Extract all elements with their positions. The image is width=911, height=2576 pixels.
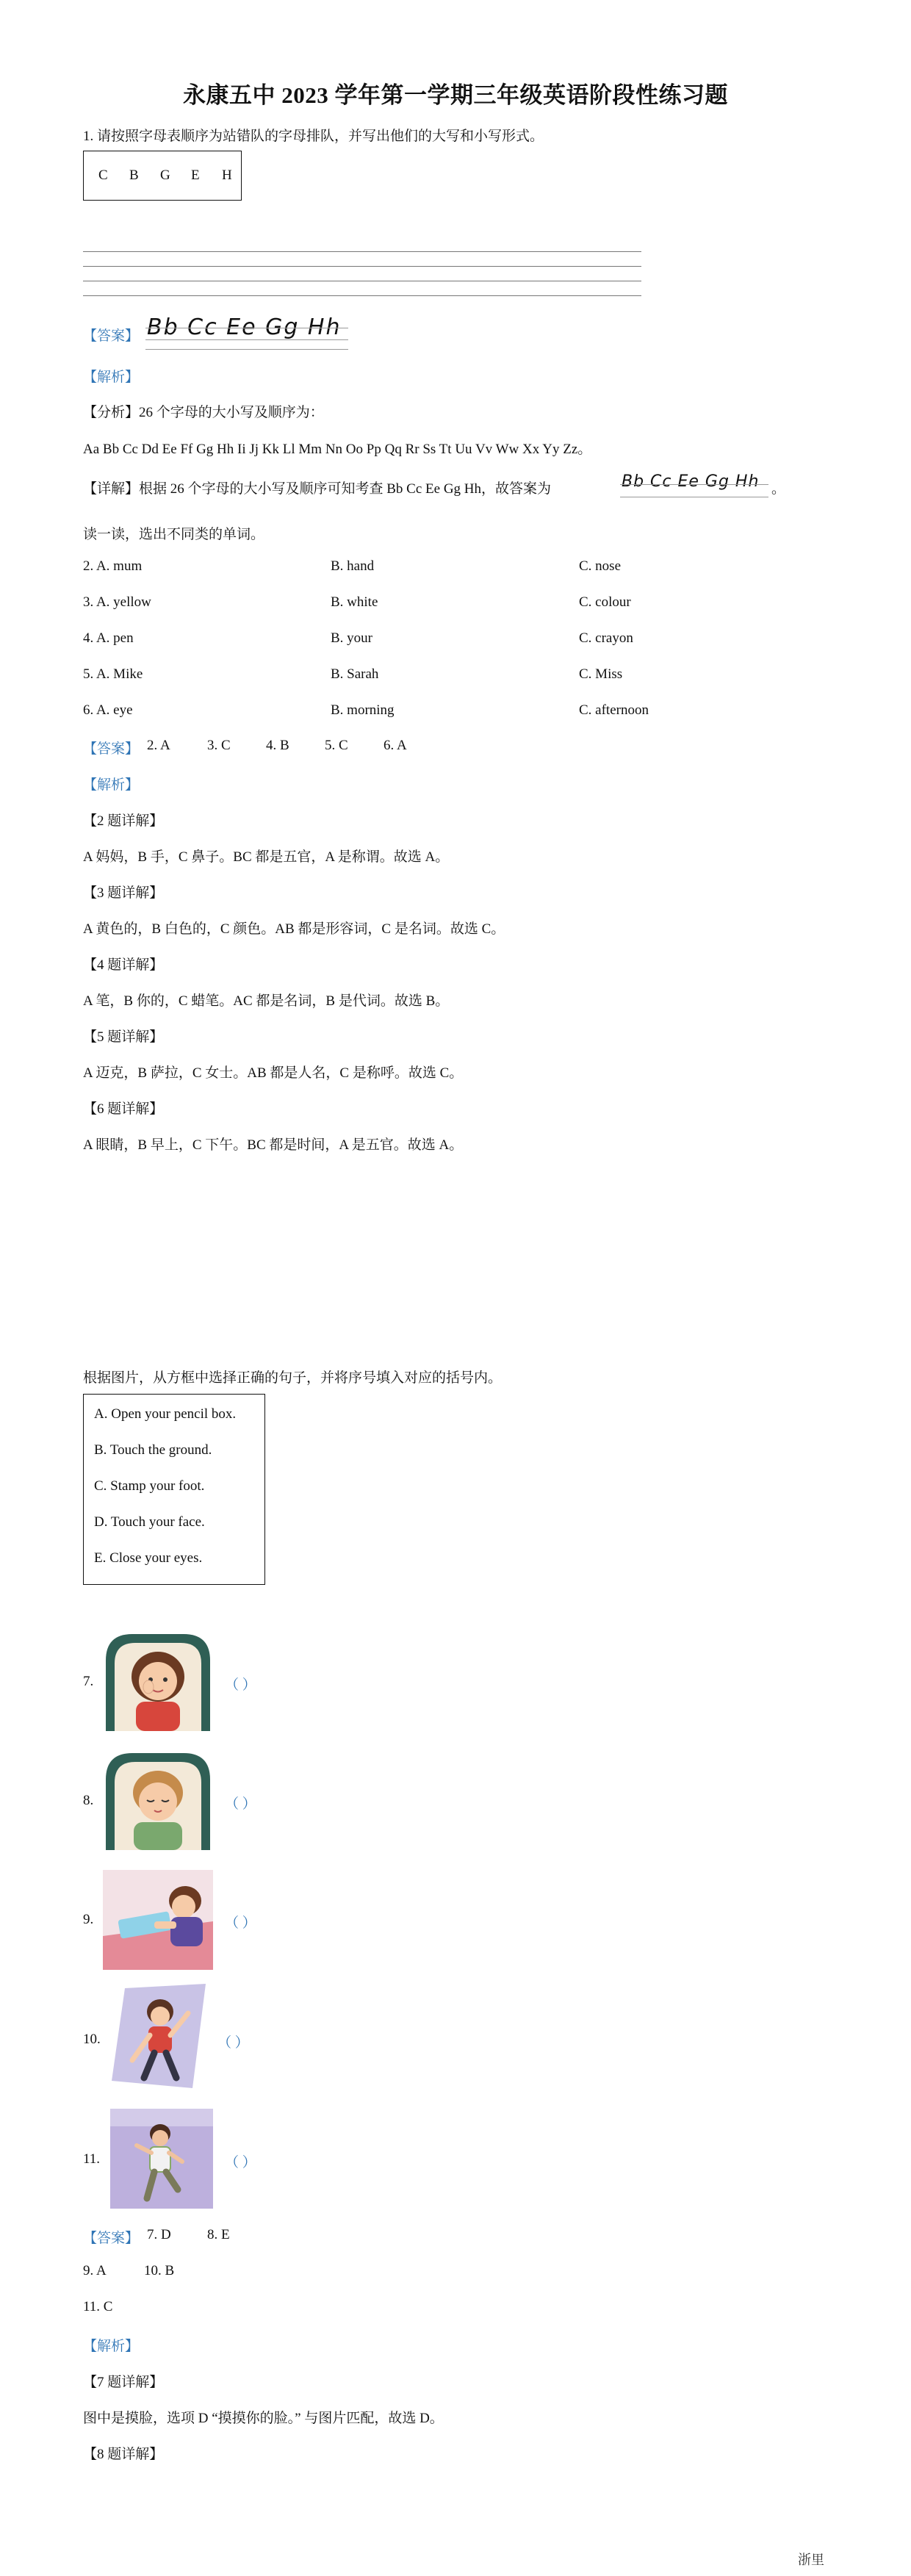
choice-a: 4. A. pen xyxy=(83,630,134,646)
answer-blank[interactable]: （ ） xyxy=(217,2035,249,2051)
answer-item: 11. C xyxy=(83,2299,113,2314)
choice-c: C. crayon xyxy=(579,630,633,646)
detail-text: 【详解】根据 26 个字母的大小写及顺序可知考查 Bb Cc Ee Gg Hh，故答案为 xyxy=(83,481,552,497)
child-opening-pencil-box-picture xyxy=(103,1870,213,1970)
option-d: D. Touch your face. xyxy=(94,1514,205,1530)
detail-heading: 【8 题详解】 xyxy=(83,2447,164,2462)
writing-line xyxy=(83,295,641,296)
detail-heading: 【7 题详解】 xyxy=(83,2375,164,2390)
analysis-tag: 【解析】 xyxy=(83,370,140,385)
options-box xyxy=(83,1394,265,1585)
answer-tag: 【答案】 xyxy=(83,328,140,344)
letter: H xyxy=(222,168,232,183)
page-title: 永康五中 2023 学年第一学期三年级英语阶段性练习题 xyxy=(183,82,728,108)
handwritten-answer-inline: Bb Cc Ee Gg Hh xyxy=(622,472,760,491)
answer-item: 8. E xyxy=(207,2227,230,2242)
choice-b: B. your xyxy=(331,630,372,646)
choice-c: C. afternoon xyxy=(579,702,649,718)
writing-line xyxy=(83,266,641,267)
item-number: 7. xyxy=(83,1674,94,1689)
option-e: E. Close your eyes. xyxy=(94,1550,203,1566)
footer-text: 浙里 xyxy=(798,2552,824,2567)
choice-c: C. colour xyxy=(579,594,631,610)
answer-item: 9. A xyxy=(83,2263,107,2278)
answer-item: 5. C xyxy=(325,738,348,753)
answer-item: 4. B xyxy=(266,738,289,753)
letter: B xyxy=(129,168,139,183)
choice-b: B. Sarah xyxy=(331,666,379,682)
answer-item: 3. C xyxy=(207,738,231,753)
guide-line xyxy=(620,484,768,485)
boy-eyes-closed-picture xyxy=(103,1750,213,1850)
detail-text: A 迈克，B 萨拉，C 女士。AB 都是人名，C 是称呼。故选 C。 xyxy=(83,1065,464,1081)
detail-text: A 笔，B 你的，C 蜡笔。AC 都是名词，B 是代词。故选 B。 xyxy=(83,993,450,1009)
girl-touching-face-picture xyxy=(103,1631,213,1731)
choice-b: B. white xyxy=(331,594,378,610)
choice-a: 5. A. Mike xyxy=(83,666,143,682)
letters-box xyxy=(83,151,242,201)
detail-text: A 妈妈，B 手，C 鼻子。BC 都是五官，A 是称谓。故选 A。 xyxy=(83,849,450,865)
instruction: 根据图片，从方框中选择正确的句子，并将序号填入对应的括号内。 xyxy=(83,1370,503,1386)
item-number: 8. xyxy=(83,1793,94,1808)
detail-heading: 【2 题详解】 xyxy=(83,813,164,829)
analysis-text: 【分析】26 个字母的大小写及顺序为： xyxy=(83,405,324,420)
detail-heading: 【3 题详解】 xyxy=(83,885,164,901)
choice-c: C. nose xyxy=(579,558,621,574)
item-number: 10. xyxy=(83,2032,101,2047)
answer-blank[interactable]: （ ） xyxy=(225,1915,256,1931)
answer-tag: 【答案】 xyxy=(83,2231,140,2246)
letter: G xyxy=(160,168,170,183)
option-b: B. Touch the ground. xyxy=(94,1442,212,1458)
answer-tag: 【答案】 xyxy=(83,741,140,757)
option-c: C. Stamp your foot. xyxy=(94,1478,205,1494)
analysis-tag: 【解析】 xyxy=(83,777,140,793)
detail-text: A 眼睛，B 早上，C 下午。BC 都是时间，A 是五官。故选 A。 xyxy=(83,1137,464,1153)
choice-b: B. hand xyxy=(331,558,375,574)
detail-heading: 【6 题详解】 xyxy=(83,1101,164,1117)
choice-c: C. Miss xyxy=(579,666,623,682)
answer-item: 2. A xyxy=(147,738,170,753)
alphabet-line: Aa Bb Cc Dd Ee Ff Gg Hh Ii Jj Kk Ll Mm Nn Oo Pp Qq Rr Ss Tt Uu Vv Ww Xx Yy Zz。 xyxy=(83,442,592,457)
answer-blank[interactable]: （ ） xyxy=(225,1796,256,1812)
detail-end: 。 xyxy=(771,481,786,497)
answer-blank[interactable]: （ ） xyxy=(225,2155,256,2170)
handwritten-answer: Bb Cc Ee Gg Hh xyxy=(147,314,342,340)
answer-item: 10. B xyxy=(144,2263,175,2278)
instruction: 读一读，选出不同类的单词。 xyxy=(83,527,265,542)
answer-item: 6. A xyxy=(384,738,407,753)
letter: C xyxy=(98,168,108,183)
question-1-prompt: 1. 请按照字母表顺序为站错队的字母排队，并写出他们的大写和小写形式。 xyxy=(83,129,544,144)
choice-a: 6. A. eye xyxy=(83,702,133,718)
letter: E xyxy=(191,168,200,183)
answer-item: 7. D xyxy=(147,2227,171,2242)
detail-text: 图中是摸脸，选项 D “摸摸你的脸。” 与图片匹配，故选 D。 xyxy=(83,2411,444,2426)
choice-a: 3. A. yellow xyxy=(83,594,151,610)
guide-line xyxy=(145,339,348,340)
child-touching-ground-picture xyxy=(112,1984,207,2088)
item-number: 11. xyxy=(83,2151,101,2167)
answer-blank[interactable]: （ ） xyxy=(225,1677,256,1693)
detail-heading: 【4 题详解】 xyxy=(83,957,164,973)
option-a: A. Open your pencil box. xyxy=(94,1406,237,1422)
detail-text: A 黄色的，B 白色的，C 颜色。AB 都是形容词，C 是名词。故选 C。 xyxy=(83,921,505,937)
detail-heading: 【5 题详解】 xyxy=(83,1029,164,1045)
writing-line xyxy=(83,251,641,252)
guide-line xyxy=(145,349,348,350)
item-number: 9. xyxy=(83,1912,94,1927)
choice-b: B. morning xyxy=(331,702,395,718)
choice-a: 2. A. mum xyxy=(83,558,143,574)
boy-stamping-foot-picture xyxy=(110,2109,213,2209)
analysis-tag: 【解析】 xyxy=(83,2339,140,2354)
